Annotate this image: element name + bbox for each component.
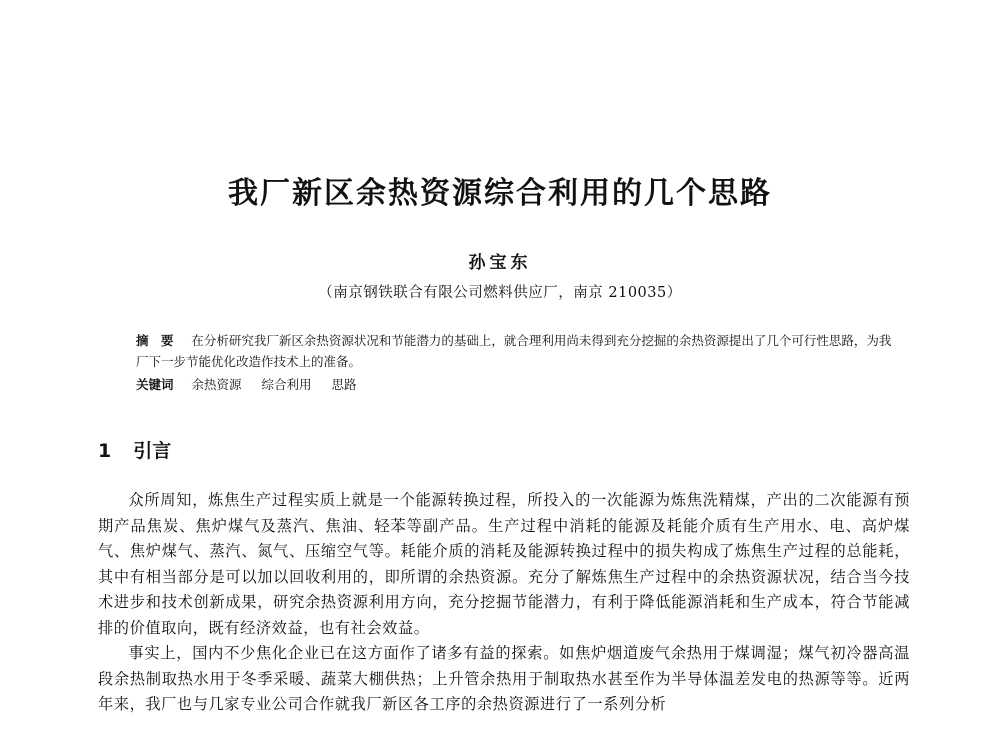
author-name: 孙宝东 [468, 253, 532, 273]
abstract [136, 330, 896, 372]
section-title: 引言 [133, 440, 172, 462]
paragraph: 众所周知，炼焦生产过程实质上就是一个能源转换过程，所投入的一次能源为炼焦洗精煤，产出的二次能源有预期产品焦炭、焦炉煤气及蒸汽、焦油、轻苯等副产品。生产过程中消耗的能源及耗能介质有生产用水、电、高炉煤气、焦炉煤气、蒸汽、氮气、压缩空气等。耗能介质的消耗及能源转换过程中的损失构成了炼焦生产过程的总能耗，其中有相当部分是可以加以回收利用的，即所谓的余热资源。充分了解炼焦生产过程中的余热资源状况，结合当今技术进步和技术创新成果，研究余热资源利用方向，充分挖掘节能潜力，有利于降低能源消耗和生产成本，符合节能减排的价值取向，既有经济效益，也有社会效益。 [98, 491, 910, 637]
paper-title: 我厂新区余热资源综合利用的几个思路 [228, 176, 772, 211]
abstract-block [136, 330, 896, 395]
abstract-text: 在分析研究我厂新区余热资源状况和节能潜力的基础上，就合理利用尚未得到充分挖掘的余热资源提出了几个可行性思路，为我厂下一步节能优化改造作技术上的准备。 [136, 333, 892, 369]
paragraph: 事实上，国内不少焦化企业已在这方面作了诸多有益的探索。如焦炉烟道废气余热用于煤调湿；煤气初冷器高温段余热制取热水用于冬季采暖、蔬菜大棚供热；上升管余热用于制取热水甚至作为半导体温差发电的热源等等。近两年来，我厂也与几家专业公司合作就我厂新区各工序的余热资源进行了一系列分析 [98, 644, 910, 713]
body-text [98, 488, 910, 718]
keywords [136, 374, 896, 395]
abstract-label: 摘 要 [136, 333, 178, 348]
keyword: 综合利用 [261, 377, 312, 392]
keywords-label: 关键词 [136, 377, 174, 392]
author-affiliation: （南京钢铁联合有限公司燃料供应厂，南京 210035） [318, 285, 682, 301]
section-heading [98, 436, 171, 463]
section-number: 1 [98, 440, 112, 462]
keyword: 思路 [331, 377, 357, 392]
keyword: 余热资源 [191, 377, 242, 392]
